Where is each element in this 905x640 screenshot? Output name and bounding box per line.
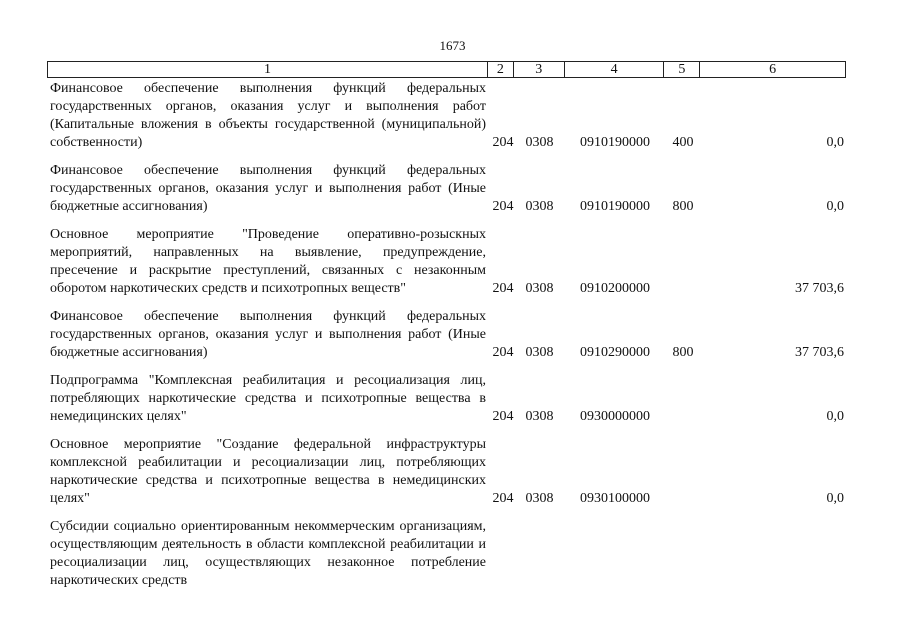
- row-col-4: 0910190000: [580, 135, 650, 150]
- row-description: Подпрограмма "Комплексная реабилитация и ресоциализация лиц, потребляющих наркотические средства и психотропные вещества в немедицинских целях": [50, 373, 486, 424]
- row-description: Основное мероприятие "Создание федеральной инфраструктуры комплексной реабилитации и ресоциализации лиц, потребляющих наркотические средства и психотропные вещества в немедицинских целях": [50, 437, 486, 506]
- row-col-2: 204: [492, 281, 514, 296]
- row-col-2: 204: [492, 409, 514, 424]
- row-col-6: 37 703,6: [795, 345, 844, 360]
- page-number: 1673: [439, 38, 466, 53]
- row-description: Финансовое обеспечение выполнения функций федеральных государственных органов, оказания услуг и выполнения работ (Иные бюджетные ассигнования): [50, 163, 486, 214]
- row-col-5: 800: [672, 199, 694, 214]
- row-col-5: 800: [672, 345, 694, 360]
- row-col-4: 0910290000: [580, 345, 650, 360]
- header-col-1: 1: [48, 62, 488, 77]
- row-col-2: 204: [492, 491, 514, 506]
- row-col-3: 0308: [525, 281, 554, 296]
- row-description: Основное мероприятие "Проведение оперативно-розыскных мероприятий, направленных на выявление, предупреждение, пресечение и раскрытие преступлений, связанных с незаконным оборотом наркотических средств и психотропных веществ": [50, 227, 486, 296]
- table-row: [47, 226, 846, 298]
- row-col-4: 0930000000: [580, 409, 650, 424]
- header-col-5: 5: [664, 62, 700, 77]
- row-description: Субсидии социально ориентированным некоммерческим организациям, осуществляющим деятельность в области комплексной реабилитации и ресоциализации лиц, осуществляющих незаконное потребление наркотических средств: [50, 519, 486, 588]
- table-body: [47, 80, 846, 600]
- table-row: [47, 436, 846, 508]
- row-col-2: 204: [492, 199, 514, 214]
- row-col-3: 0308: [525, 409, 554, 424]
- table-row: [47, 518, 846, 590]
- row-col-4: 0930100000: [580, 491, 650, 506]
- row-col-3: 0308: [525, 135, 554, 150]
- table-header: [47, 61, 846, 78]
- table-row: [47, 372, 846, 426]
- row-col-3: 0308: [525, 345, 554, 360]
- row-col-6: 0,0: [826, 199, 844, 214]
- row-description: Финансовое обеспечение выполнения функций федеральных государственных органов, оказания услуг и выполнения работ (Иные бюджетные ассигнования): [50, 309, 486, 360]
- header-col-4: 4: [565, 62, 665, 77]
- row-col-3: 0308: [525, 491, 554, 506]
- row-col-6: 0,0: [826, 491, 844, 506]
- table-row: [47, 308, 846, 362]
- row-col-5: 400: [672, 135, 694, 150]
- table-row: [47, 162, 846, 216]
- row-col-6: 37 703,6: [795, 281, 844, 296]
- row-col-2: 204: [492, 135, 514, 150]
- header-col-3: 3: [514, 62, 565, 77]
- row-col-4: 0910190000: [580, 199, 650, 214]
- header-col-6: 6: [769, 62, 777, 77]
- header-col-2: 2: [488, 62, 514, 77]
- row-col-3: 0308: [525, 199, 554, 214]
- table-row: [47, 80, 846, 152]
- row-col-4: 0910200000: [580, 281, 650, 296]
- row-col-6: 0,0: [826, 409, 844, 424]
- row-col-6: 0,0: [826, 135, 844, 150]
- row-col-2: 204: [492, 345, 514, 360]
- row-description: Финансовое обеспечение выполнения функций федеральных государственных органов, оказания услуг и выполнения работ (Капитальные вложения в объекты государственной (муниципальной) собственности): [50, 81, 486, 150]
